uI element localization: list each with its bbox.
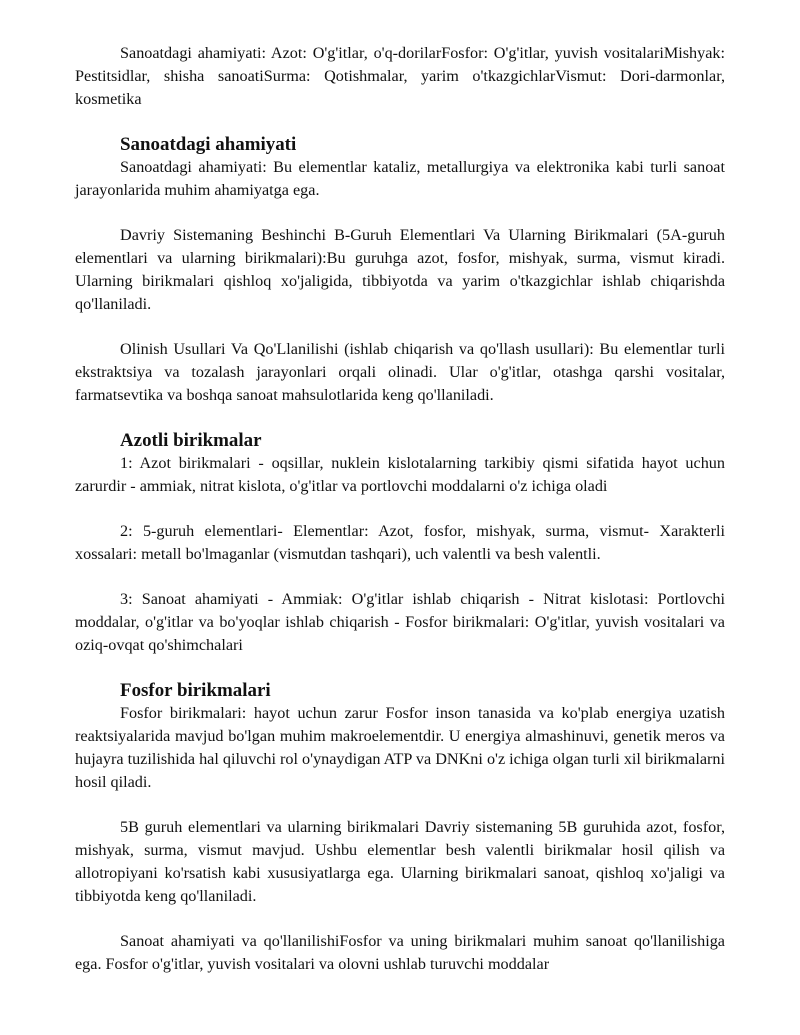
paragraph: 5B guruh elementlari va ularning birikmalari Davriy sistemaning 5B guruhida azot, fosfor, mishyak, surma, vismut mavjud. Ushbu elementlar besh valentli birikmalar hosil qilish va allotropiyani ko'rsatish kabi xususiyatlarga ega. Ularning birikmalari sanoat, qishloq xo'jaligi va tibbiyotda keng qo'llaniladi. bbox=[75, 818, 725, 905]
paragraph: 2: 5-guruh elementlari- Elementlar: Azot, fosfor, mishyak, surma, vismut- Xarakterli xossalari: metall bo'lmaganlar (vismutdan tashqari), uch valentli va besh valentli. bbox=[75, 522, 725, 563]
paragraph: 1: Azot birikmalari - oqsillar, nuklein kislotalarning tarkibiy qismi sifatida hayot uchun zarurdir - ammiak, nitrat kislota, o'g'itlar va portlovchi moddalarni o'z ichiga oladi bbox=[75, 454, 725, 495]
section-heading: Azotli birikmalar bbox=[120, 430, 262, 451]
paragraph: Davriy Sistemaning Beshinchi B-Guruh Elementlari Va Ularning Birikmalari (5A-guruh elementlari va ularning birikmalari):Bu guruhga azot, fosfor, mishyak, surma, vismut kiradi. Ularning birikmalari qishloq xo'jaligida, tibbiyotda va yarim o'tkazgichlar ishlab chiqarishda qo'llaniladi. bbox=[75, 226, 725, 313]
paragraph: Sanoatdagi ahamiyati: Azot: O'g'itlar, o'q-dorilarFosfor: O'g'itlar, yuvish vositalariMishyak: Pestitsidlar, shisha sanoatiSurma: Qotishmalar, yarim o'tkazgichlarVismut: Dori-darmonlar, kosmetika bbox=[75, 44, 725, 108]
paragraph: Olinish Usullari Va Qo'Llanilishi (ishlab chiqarish va qo'llash usullari): Bu elementlar turli ekstraktsiya va tozalash jarayonlari orqali olinadi. Ular o'g'itlar, otashga qarshi vositalar, farmatsevtika va boshqa sanoat mahsulotlarida keng qo'llaniladi. bbox=[75, 340, 725, 404]
paragraph: Sanoatdagi ahamiyati: Bu elementlar kataliz, metallurgiya va elektronika kabi turli sanoat jarayonlarida muhim ahamiyatga ega. bbox=[75, 158, 725, 199]
paragraph: Sanoat ahamiyati va qo'llanilishiFosfor va uning birikmalari muhim sanoat qo'llanilishiga ega. Fosfor o'g'itlar, yuvish vositalari va olovni ushlab turuvchi moddalar bbox=[75, 932, 725, 973]
section-heading: Fosfor birikmalari bbox=[120, 680, 271, 701]
paragraph: Fosfor birikmalari: hayot uchun zarur Fosfor inson tanasida va ko'plab energiya uzatish reaktsiyalarida mavjud bo'lgan muhim makroelementdir. U energiya almashinuvi, genetik meros va hujayra tuzilishida hal qiluvchi rol o'ynaydigan ATP va DNKni o'z ichiga olgan turli xil birikmalarni hosil qiladi. bbox=[75, 704, 725, 791]
section-heading: Sanoatdagi ahamiyati bbox=[120, 134, 297, 155]
paragraph: 3: Sanoat ahamiyati - Ammiak: O'g'itlar ishlab chiqarish - Nitrat kislotasi: Portlovchi moddalar, o'g'itlar va bo'yoqlar ishlab chiqarish - Fosfor birikmalari: O'g'itlar, yuvish vositalari va oziq-ovqat qo'shimchalari bbox=[75, 590, 725, 654]
